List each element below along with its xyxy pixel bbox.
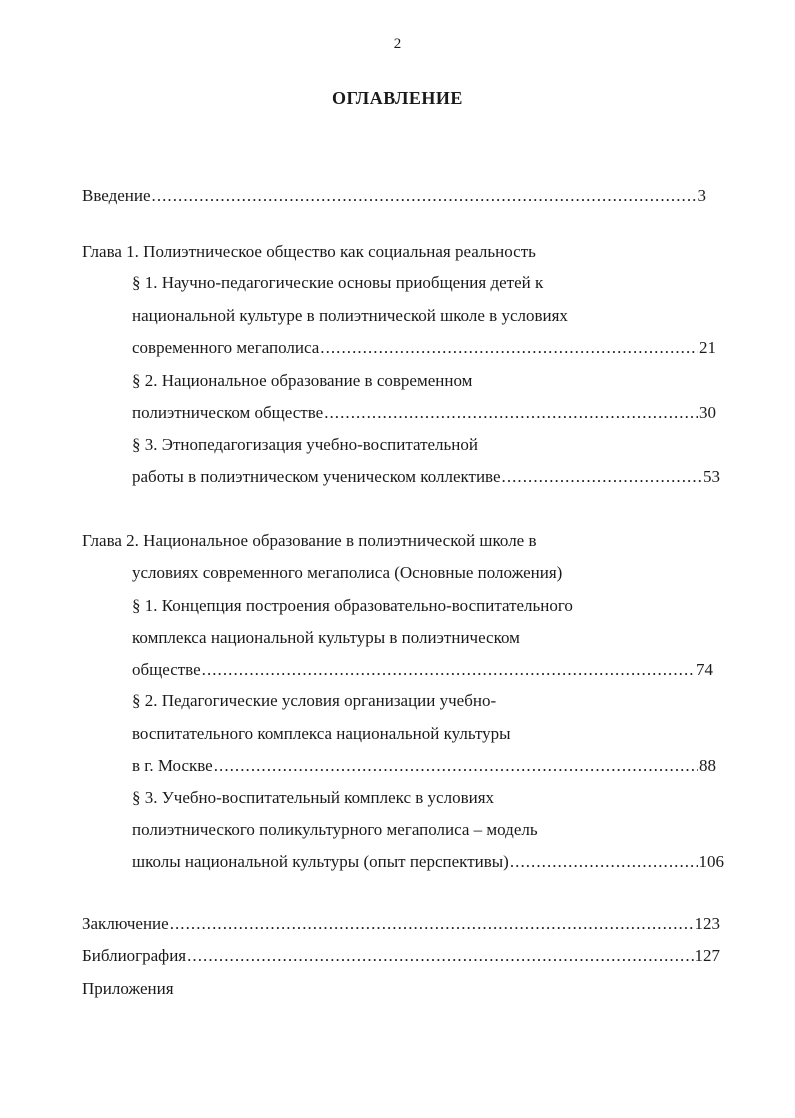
toc-entry-chapter2-section1[interactable] bbox=[132, 659, 713, 681]
toc-entry-chapter1-section3[interactable] bbox=[132, 466, 720, 488]
page-title: ОГЛАВЛЕНИЕ bbox=[332, 88, 463, 108]
toc-entry-conclusion[interactable] bbox=[82, 913, 720, 935]
toc-page-number: 3 bbox=[697, 186, 706, 205]
toc-entry-chapter2-section2[interactable] bbox=[132, 755, 716, 777]
dot-leader bbox=[214, 755, 698, 777]
toc-entry-bibliography[interactable] bbox=[82, 945, 720, 967]
chapter1-section1-line2: национальной культуре в полиэтнической школе в условиях bbox=[132, 306, 568, 325]
dot-leader bbox=[187, 945, 693, 967]
dot-leader bbox=[170, 913, 694, 935]
dot-leader bbox=[324, 402, 698, 424]
toc-page-number: 106 bbox=[698, 852, 724, 871]
dot-leader bbox=[510, 851, 698, 873]
toc-entry-text: полиэтническом обществе bbox=[132, 403, 324, 422]
chapter2-section2-line1: § 2. Педагогические условия организации учебно- bbox=[132, 691, 497, 710]
toc-page-number: 53 bbox=[703, 467, 720, 486]
dot-leader bbox=[152, 185, 697, 207]
toc-entry-text: школы национальной культуры (опыт перспективы) bbox=[132, 852, 509, 871]
toc-page-number: 21 bbox=[699, 338, 716, 357]
toc-page-number: 123 bbox=[694, 914, 720, 933]
chapter1-section1-line1: § 1. Научно-педагогические основы приобщения детей к bbox=[132, 273, 544, 292]
chapter1-section2-line1: § 2. Национальное образование в современном bbox=[132, 371, 473, 390]
dot-leader bbox=[502, 466, 702, 488]
chapter2-heading-line2: условиях современного мегаполиса (Основные положения) bbox=[132, 563, 563, 582]
toc-entry-chapter2-section3[interactable] bbox=[132, 851, 724, 873]
toc-entry-chapter1-section1[interactable] bbox=[132, 337, 716, 359]
toc-page-number: 127 bbox=[694, 946, 720, 965]
toc-entry-text: современного мегаполиса bbox=[132, 338, 320, 357]
toc-entry-text: Заключение bbox=[82, 914, 169, 933]
toc-page-number: 30 bbox=[699, 403, 716, 422]
chapter2-section2-line2: воспитательного комплекса национальной культуры bbox=[132, 724, 511, 743]
toc-entry-chapter1-section2[interactable] bbox=[132, 402, 716, 424]
chapter1-section3-line1: § 3. Этнопедагогизация учебно-воспитательной bbox=[132, 435, 478, 454]
toc-entry-introduction[interactable] bbox=[82, 185, 706, 207]
dot-leader bbox=[202, 659, 695, 681]
toc-entry-text: обществе bbox=[132, 660, 201, 679]
toc-entry-appendices[interactable]: Приложения bbox=[82, 979, 174, 998]
chapter2-section3-line2: полиэтнического поликультурного мегаполиса – модель bbox=[132, 820, 538, 839]
toc-entry-text: Библиография bbox=[82, 946, 187, 965]
toc-page-number: 88 bbox=[699, 756, 716, 775]
toc-entry-text: Введение bbox=[82, 186, 151, 205]
chapter2-section1-line2: комплекса национальной культуры в полиэтническом bbox=[132, 628, 520, 647]
toc-page-number: 74 bbox=[696, 660, 713, 679]
toc-entry-text: в г. Москве bbox=[132, 756, 213, 775]
chapter1-heading: Глава 1. Полиэтническое общество как социальная реальность bbox=[82, 242, 536, 261]
chapter2-section3-line1: § 3. Учебно-воспитательный комплекс в условиях bbox=[132, 788, 495, 807]
dot-leader bbox=[320, 337, 698, 359]
page-number: 2 bbox=[393, 36, 402, 52]
chapter2-heading-line1: Глава 2. Национальное образование в полиэтнической школе в bbox=[82, 531, 537, 550]
chapter2-section1-line1: § 1. Концепция построения образовательно-воспитательного bbox=[132, 596, 573, 615]
toc-entry-text: работы в полиэтническом ученическом коллективе bbox=[132, 467, 501, 486]
